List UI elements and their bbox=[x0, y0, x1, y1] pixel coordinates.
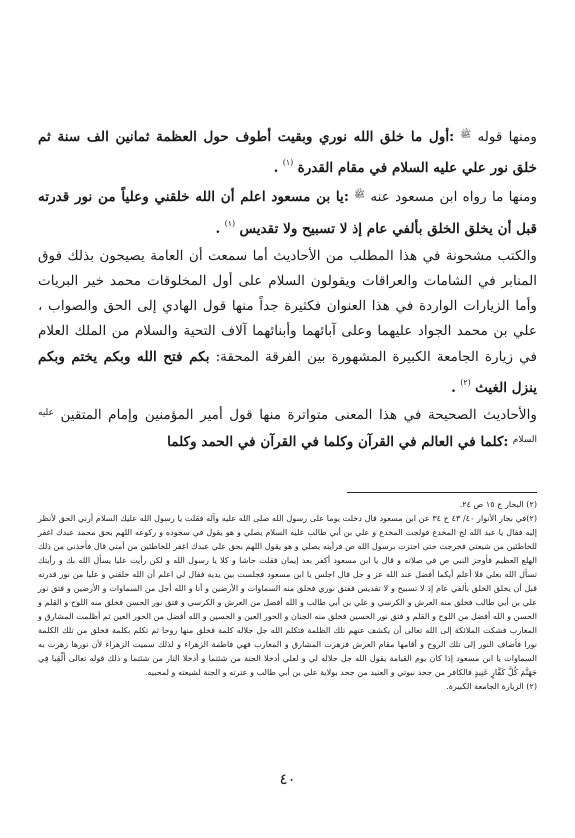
p2-end: . bbox=[215, 220, 221, 237]
salawat-symbol: ﷺ bbox=[354, 190, 366, 201]
footnote-divider bbox=[347, 492, 537, 493]
footnote-ref[interactable]: (١) bbox=[282, 158, 294, 168]
p2-intro: ومنها ما رواه ابن مسعود عنه bbox=[370, 189, 538, 206]
footnote-ref[interactable]: (٢) bbox=[460, 377, 471, 387]
p2-hadith: :يا بن مسعود اعلم أن الله خلقني وعلياً من نور قدرته قبل أن يخلق الخلق بألفي عام إذ لا تسبيح ولا تقديس bbox=[38, 189, 537, 237]
footnotes bbox=[38, 497, 537, 693]
p1-intro: ومنها قوله bbox=[477, 129, 537, 145]
footnote-2: (٢)في بحار الأنوار ٤٠/ ٤٣ ح ٣٤ عن ابن مسعود قال دخلت يوما على رسول الله صلى الله عليه وآله فقلت يا رسول الله عليك السلام أرني الحق لأنظر إليه فقال يا عبد الله لج المخدع فولجت المخدع و علي بن أبي طالب عليه السلام يصلي و هو يقول في سجوده و ركوعه اللهم بحق محمد عبدك اغفر للخاطئين من شيعتي فخرجت حتى اجتزت برسول الله ص فرأيته يصلي و هو يقول اللهم بحق علي عبدك اغفر للخاطئين من أمتي قال فأخذني من ذلك الهلع العظيم فأوجز النبي ص في صلاته و قال يا ابن مسعود أكفر بعد إيمان فقلت حاشا و كلا يا رسول الله و لكن رأيت عليا يسأل الله بك و رأيتك تسأل الله بعلي فلا أعلم أيكما أفضل عند الله عز و جل قال اجلس يا ابن مسعود فجلست بين يديه فقال لي اعلم أن الله خلقني و عليا من نور قدرته قبل أن يخلق الخلق بألفي عام إذ لا تسبيح و لا تقديس ففتق نوري فخلق منه السماوات و الأرضين و أنا و الله أجل من السماوات و الأرضين و فتق نور علي بن أبي طالب فخلق منه العرش و الكرسي و علي بن أبي طالب و الله أفضل من العرش و الكرسي و فتق نور الحسن فخلق منه اللوح و القلم و الحسن و الله أفضل من اللوح و القلم و فتق نور الحسين فخلق منه الجنان و الحور العين و الحسين و الله أفضل من الحور العين ثم أظلمت المشارق و المغارب فشكت الملائكة إلى الله تعالى أن يكشف عنهم تلك الظلمة فتكلم الله جل جلاله كلمة فخلق منها روحا ثم تكلم بكلمة فخلق من تلك الكلمة نورا فأضاف النور إلى تلك الروح و أقامها مقام العرش فزهرت المشارق و المغارب فهي فاطمة الزهراء و لذلك سميت الزهراء لأن نورها زهرت به السماوات يا ابن مسعود إذا كان يوم القيامة يقول الله جل جلاله لي و لعلي أدخلا الجنة من شئتما و أدخلا النار من شئتما و ذلك قوله تعالى أَلْقِيا فِي جَهَنَّمَ كُلَّ كَفَّارٍ عَنِيدٍ فالكافر من جحد نبوتي و العنيد من جحد بولاية علي بن أبي طالب و عترته و الجنة لشيعته و لمحبيه. bbox=[38, 513, 537, 677]
footnote-ref[interactable]: (١) bbox=[224, 218, 236, 228]
p1-end: . bbox=[273, 160, 279, 177]
paragraph-2 bbox=[38, 183, 537, 241]
page-number: ٤٠ bbox=[279, 770, 296, 788]
p1-hadith: :أول ما خلق الله نوري وبقيت أطوف حول العظمة ثمانين الف سنة ثم خلق نور علي عليه السلام في مقام القدرة bbox=[38, 129, 537, 177]
footnote-3: (٢) الزيارة الجامعة الكبيرة. bbox=[446, 681, 537, 691]
salawat-symbol: ﷺ bbox=[460, 130, 472, 140]
paragraph-1 bbox=[38, 123, 537, 181]
salam-symbol: عليه السلام bbox=[38, 408, 537, 446]
paragraph-3 bbox=[38, 244, 537, 401]
p4-text: والأحاديث الصحيحة في هذا المعنى متواترة منها قول أمير المؤمنين وإمام المتقين bbox=[60, 407, 537, 424]
p4-quote: :كلما في العالم في القرآن وكلما في القرآن في الحمد وكلما bbox=[167, 434, 509, 451]
p3-text: والكتب مشحونة في هذا المطلب من الأحاديث أما سمعت أن العامة يصيحون بذلك فوق المنابر في الشامات والعراقات ويقولون السلام على أول المخلوقات محمد خير البريات وأما الزيارات الواردة في هذا العنوان فكثيرة جداً منها قول الهادي إلى الحق والصواب ، علي بن محمد الجواد عليهما وعلى آبائهما وأبنائهما آلاف التحية والسلام من الملك العلام في زيارة الجامعة الكبيرة المشهورة بين الفرقة المحقة: bbox=[38, 247, 537, 365]
footnote-1: (٢) البحار ج ١٥ ص ٢٤. bbox=[459, 499, 537, 509]
main-text bbox=[38, 123, 537, 455]
paragraph-4 bbox=[38, 401, 537, 455]
p3-quote: بكم فتح الله وبكم يختم وبكم ينزل الغيث bbox=[38, 348, 537, 396]
p3-end: . bbox=[451, 379, 456, 396]
document-page bbox=[38, 0, 537, 838]
